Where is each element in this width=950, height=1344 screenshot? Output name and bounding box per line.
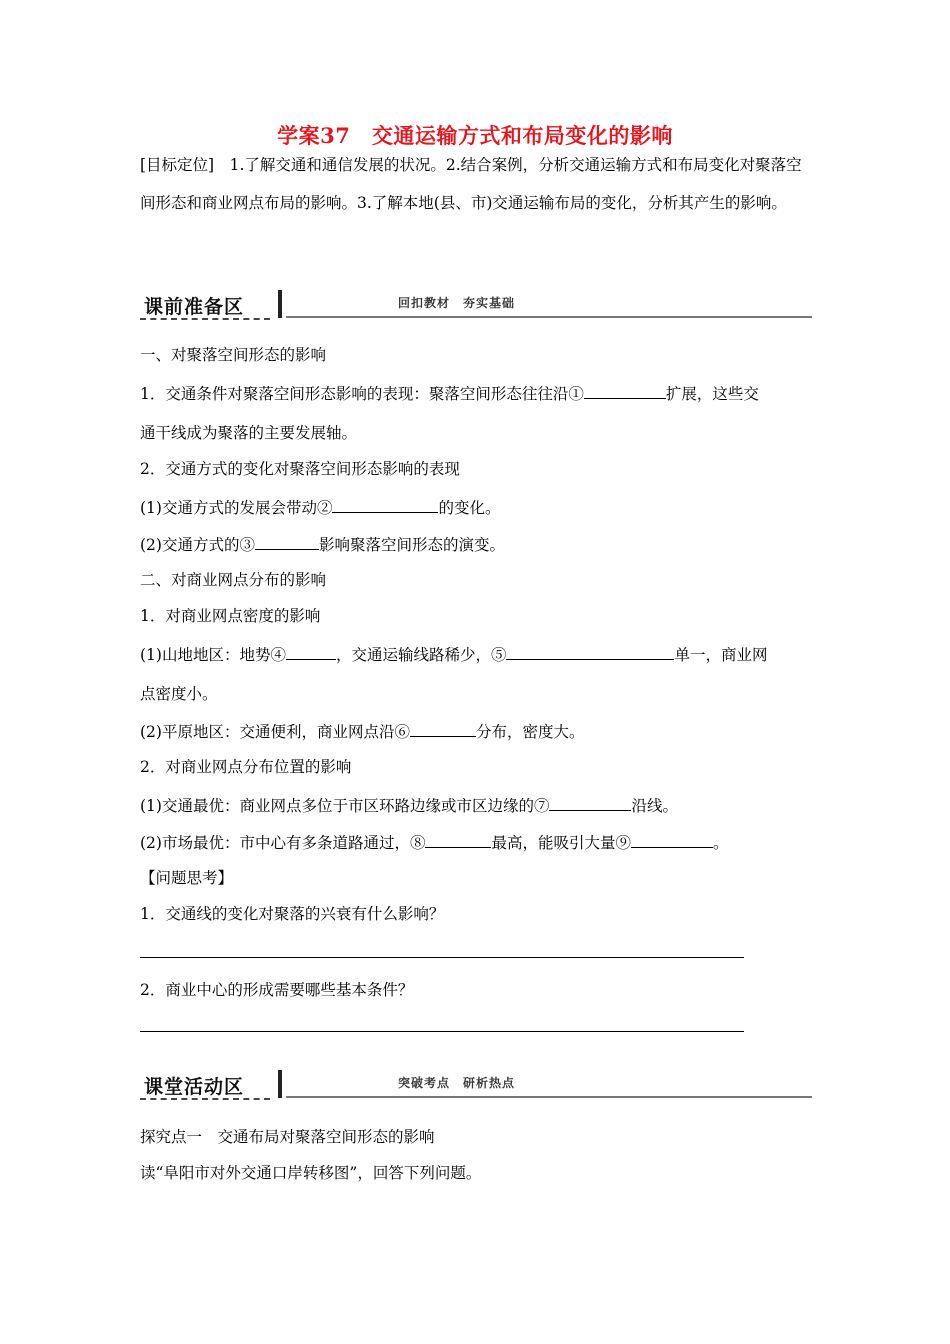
section-divider-bar bbox=[278, 1070, 282, 1098]
section-rule bbox=[286, 1096, 812, 1098]
think-title: 【问题思考】 bbox=[140, 869, 234, 887]
answer-line-2[interactable] bbox=[140, 1031, 744, 1032]
section-subtitle: 回扣教材 夯实基础 bbox=[398, 296, 516, 310]
item-plain: (2)平原地区：交通便利，商业网点沿⑥ 分布，密度大。 bbox=[140, 720, 584, 742]
section-header-prep bbox=[140, 288, 812, 328]
reading-instruction: 读“阜阳市对外交通口岸转移图”，回答下列问题。 bbox=[140, 1164, 482, 1182]
fill-blank-3[interactable] bbox=[255, 533, 319, 550]
think-question-2: 2．商业中心的形成需要哪些基本条件？ bbox=[140, 981, 414, 999]
item-mountain: (1)山地地区：地势④ ，交通运输线路稀少，⑤ 单一，商业网 bbox=[140, 643, 768, 665]
fill-blank-9[interactable] bbox=[631, 831, 713, 848]
item-2: 2．交通方式的变化对聚落空间形态影响的表现 bbox=[140, 460, 460, 478]
dashed-underline bbox=[140, 1098, 270, 1100]
dashed-underline bbox=[140, 318, 270, 320]
section-label: 课前准备区 bbox=[144, 296, 245, 318]
think-question-1: 1．交通线的变化对聚落的兴衰有什么影响？ bbox=[140, 905, 445, 923]
item-1: 1．交通条件对聚落空间形态影响的表现：聚落空间形态往往沿① 扩展，这些交 bbox=[140, 382, 759, 404]
fill-blank-2[interactable] bbox=[332, 496, 438, 513]
item-mountain-cont: 点密度小。 bbox=[140, 685, 218, 703]
item-2-2: (2)交通方式的③ 影响聚落空间形态的演变。 bbox=[140, 533, 505, 555]
section-rule bbox=[286, 316, 812, 318]
item-traffic-best: (1)交通最优：商业网点多位于市区环路边缘或市区边缘的⑦ 沿线。 bbox=[140, 794, 678, 816]
heading-commerce: 二、对商业网点分布的影响 bbox=[140, 571, 327, 589]
section-label: 课堂活动区 bbox=[144, 1076, 245, 1098]
fill-blank-4[interactable] bbox=[286, 643, 336, 660]
fill-blank-8[interactable] bbox=[425, 831, 491, 848]
section-divider-bar bbox=[278, 290, 282, 318]
item-market-best: (2)市场最优：市中心有多条道路通过，⑧ 最高，能吸引大量⑨ 。 bbox=[140, 831, 729, 853]
explore-point-1: 探究点一 交通布局对聚落空间形态的影响 bbox=[140, 1128, 435, 1146]
fill-blank-6[interactable] bbox=[410, 720, 476, 737]
heading-settlement: 一、对聚落空间形态的影响 bbox=[140, 346, 327, 364]
item-1-cont: 通干线成为聚落的主要发展轴。 bbox=[140, 424, 358, 442]
item-location: 2．对商业网点分布位置的影响 bbox=[140, 758, 352, 776]
fill-blank-7[interactable] bbox=[549, 794, 631, 811]
fill-blank-5[interactable] bbox=[506, 643, 674, 660]
section-subtitle: 突破考点 研析热点 bbox=[398, 1076, 516, 1090]
item-2-1: (1)交通方式的发展会带动② 的变化。 bbox=[140, 496, 500, 518]
page-title: 学案37 交通运输方式和布局变化的影响 bbox=[277, 123, 673, 148]
section-header-class bbox=[140, 1068, 812, 1108]
learning-objectives: [目标定位] 1.了解交通和通信发展的状况。2.结合案例，分析交通运输方式和布局变化对聚落空间形态和商业网点布局的影响。3.了解本地(县、市)交通运输布局的变化，分析其产生的影响。 bbox=[140, 156, 802, 212]
fill-blank-1[interactable] bbox=[584, 382, 666, 399]
item-density: 1．对商业网点密度的影响 bbox=[140, 607, 321, 625]
answer-line-1[interactable] bbox=[140, 957, 744, 958]
